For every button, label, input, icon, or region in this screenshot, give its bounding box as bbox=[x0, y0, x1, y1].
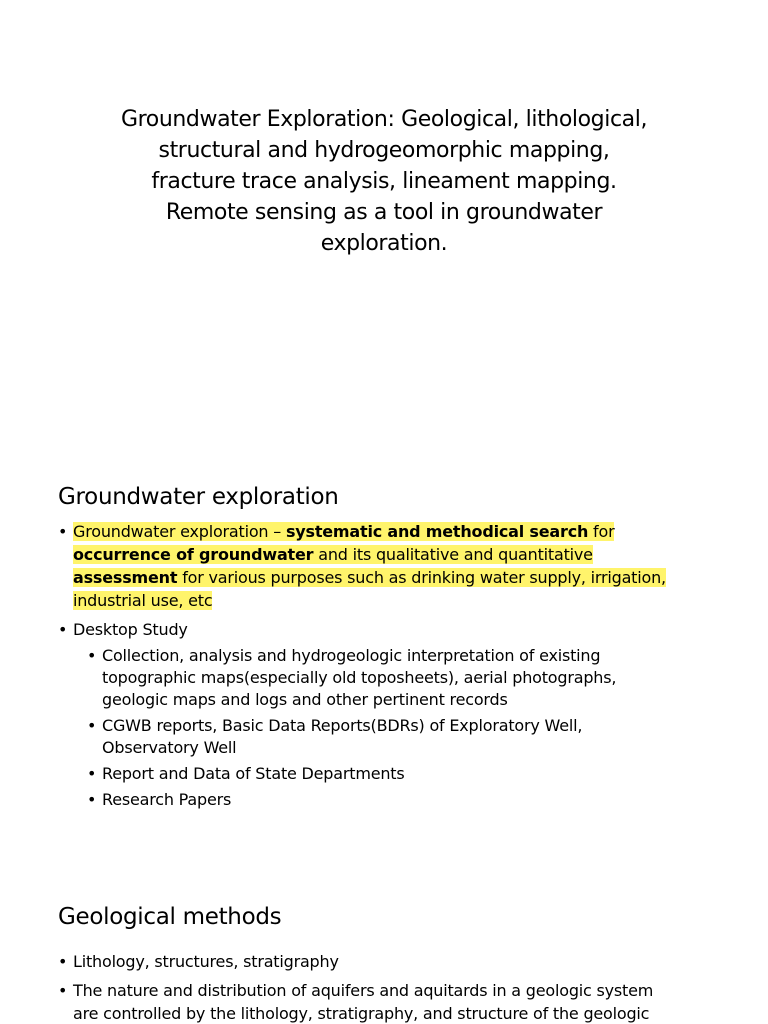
bullet-marker: • bbox=[87, 790, 97, 809]
title-line: Groundwater Exploration: Geological, lithological, bbox=[120, 107, 648, 132]
highlighted-text bbox=[73, 545, 593, 564]
bold-text: occurrence of groundwater bbox=[73, 545, 314, 564]
sub-item-line: Observatory Well bbox=[102, 738, 237, 757]
geological-slide bbox=[0, 890, 768, 1024]
sub-item-line: Research Papers bbox=[102, 790, 232, 809]
title-line: structural and hydrogeomorphic mapping, bbox=[158, 138, 610, 163]
bullet-marker: • bbox=[58, 952, 68, 971]
bullet-list bbox=[58, 950, 728, 1024]
title-line: fracture trace analysis, lineament mapping. bbox=[151, 169, 617, 194]
text-run: for bbox=[588, 522, 615, 541]
highlighted-text bbox=[73, 568, 666, 587]
bullet-list bbox=[58, 520, 728, 817]
list-item bbox=[58, 979, 728, 1024]
bullet-marker: • bbox=[58, 522, 68, 541]
text-run: Groundwater exploration – bbox=[73, 522, 286, 541]
sub-item-line: Collection, analysis and hydrogeologic interpretation of existing bbox=[102, 646, 601, 665]
slide-heading: Geological methods bbox=[58, 904, 282, 930]
bullet-line: are controlled by the lithology, stratigraphy, and structure of the geologic bbox=[73, 1004, 650, 1023]
sub-list-item bbox=[87, 763, 728, 785]
bullet-marker: • bbox=[87, 646, 97, 665]
list-item bbox=[58, 520, 728, 612]
bullet-line bbox=[73, 520, 728, 543]
sub-list-item bbox=[87, 645, 728, 711]
bold-text: systematic and methodical search bbox=[285, 522, 589, 541]
bullet-line bbox=[73, 543, 728, 566]
slide-title bbox=[90, 104, 678, 259]
bold-text: assessment bbox=[73, 568, 178, 587]
bullet-marker: • bbox=[58, 981, 68, 1000]
bullet-marker: • bbox=[87, 716, 97, 735]
text-run: for various purposes such as drinking water supply, irrigation, bbox=[177, 568, 666, 587]
bullet-marker: • bbox=[87, 764, 97, 783]
bullet-line bbox=[73, 566, 728, 589]
exploration-slide bbox=[0, 470, 768, 870]
bullet-line: Desktop Study bbox=[73, 620, 188, 639]
bullet-line bbox=[73, 589, 728, 612]
sub-item-line: CGWB reports, Basic Data Reports(BDRs) of Exploratory Well, bbox=[102, 716, 583, 735]
title-line: Remote sensing as a tool in groundwater bbox=[165, 200, 603, 225]
sub-list-item bbox=[87, 789, 728, 811]
bullet-marker: • bbox=[58, 620, 68, 639]
slide-heading: Groundwater exploration bbox=[58, 484, 339, 510]
list-item bbox=[58, 618, 728, 811]
bullet-line: The nature and distribution of aquifers and aquitards in a geologic system bbox=[73, 981, 654, 1000]
sub-item-line: geologic maps and logs and other pertinent records bbox=[102, 690, 508, 709]
title-line: exploration. bbox=[320, 231, 448, 256]
title-slide bbox=[0, 0, 768, 432]
sub-list bbox=[73, 645, 728, 811]
text-run: and its qualitative and quantitative bbox=[313, 545, 593, 564]
sub-list-item bbox=[87, 715, 728, 759]
sub-item-line: Report and Data of State Departments bbox=[102, 764, 405, 783]
sub-item-line: topographic maps(especially old toposheets), aerial photographs, bbox=[102, 668, 617, 687]
bullet-line: Lithology, structures, stratigraphy bbox=[73, 952, 339, 971]
list-item bbox=[58, 950, 728, 973]
highlighted-text bbox=[73, 522, 614, 541]
highlighted-text: industrial use, etc bbox=[73, 591, 213, 610]
